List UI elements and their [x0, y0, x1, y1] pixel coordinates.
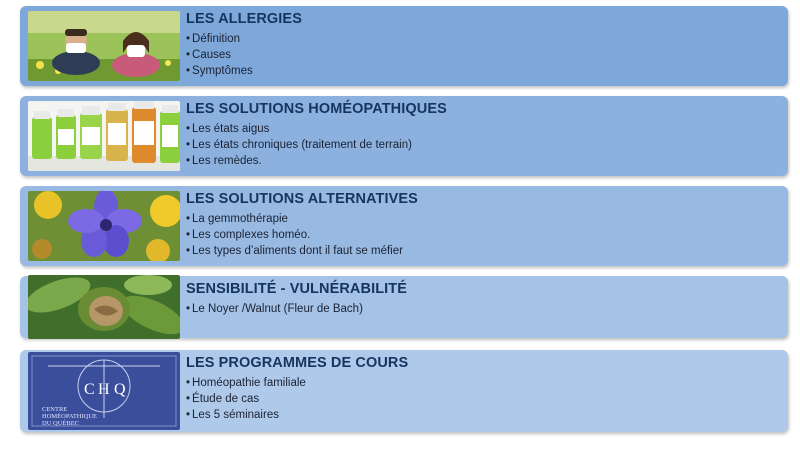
- list-item: • Étude de cas: [186, 391, 778, 407]
- list-item: • Les états chroniques (traitement de terrain): [186, 137, 778, 153]
- list-item: • Homéopathie familiale: [186, 375, 778, 391]
- list-item: • La gemmothérapie: [186, 211, 778, 227]
- section-title: LES ALLERGIES: [186, 11, 302, 27]
- section-item-list: [186, 375, 778, 423]
- logo-letter-h: H: [98, 381, 110, 398]
- list-item: • Symptômes: [186, 63, 778, 79]
- section-title: SENSIBILITÉ - VULNÉRABILITÉ: [186, 281, 408, 297]
- section-item-list: [186, 31, 778, 79]
- section-allergies[interactable]: [20, 6, 788, 86]
- logo-text-centre: CENTRE: [42, 406, 68, 413]
- logo-text-homeopathique: HOMÉOPATHIQUE: [42, 413, 98, 420]
- section-title: LES SOLUTIONS ALTERNATIVES: [186, 191, 418, 207]
- walnut-image: [28, 275, 180, 339]
- section-item-list: [186, 211, 778, 259]
- list-item: • Définition: [186, 31, 778, 47]
- list-item: • Les remèdes.: [186, 153, 778, 169]
- section-title: LES PROGRAMMES DE COURS: [186, 355, 409, 371]
- section-alternative-solutions[interactable]: [20, 186, 788, 266]
- logo-letter-q: Q: [114, 381, 126, 398]
- section-course-programs[interactable]: [20, 350, 788, 432]
- logo-text-quebec: DU QUÉBEC: [42, 420, 80, 427]
- logo-letter-c: C: [84, 381, 95, 398]
- list-item: • Les types d’aliments dont il faut se méfier: [186, 243, 778, 259]
- section-homeopathic-solutions[interactable]: [20, 96, 788, 176]
- list-item: • Causes: [186, 47, 778, 63]
- section-item-list: [186, 301, 778, 317]
- chq-logo-image: [28, 352, 180, 430]
- list-item: • Les états aigus: [186, 121, 778, 137]
- list-item: • Les 5 séminaires: [186, 407, 778, 423]
- section-sensitivity-vulnerability[interactable]: [20, 276, 788, 338]
- allergy-couple-image: [28, 11, 180, 81]
- section-item-list: [186, 121, 778, 169]
- purple-flower-image: [28, 191, 180, 261]
- remedy-bottles-image: [28, 101, 180, 171]
- list-item: • Le Noyer /Walnut (Fleur de Bach): [186, 301, 778, 317]
- section-title: LES SOLUTIONS HOMÉOPATHIQUES: [186, 101, 447, 117]
- list-item: • Les complexes homéo.: [186, 227, 778, 243]
